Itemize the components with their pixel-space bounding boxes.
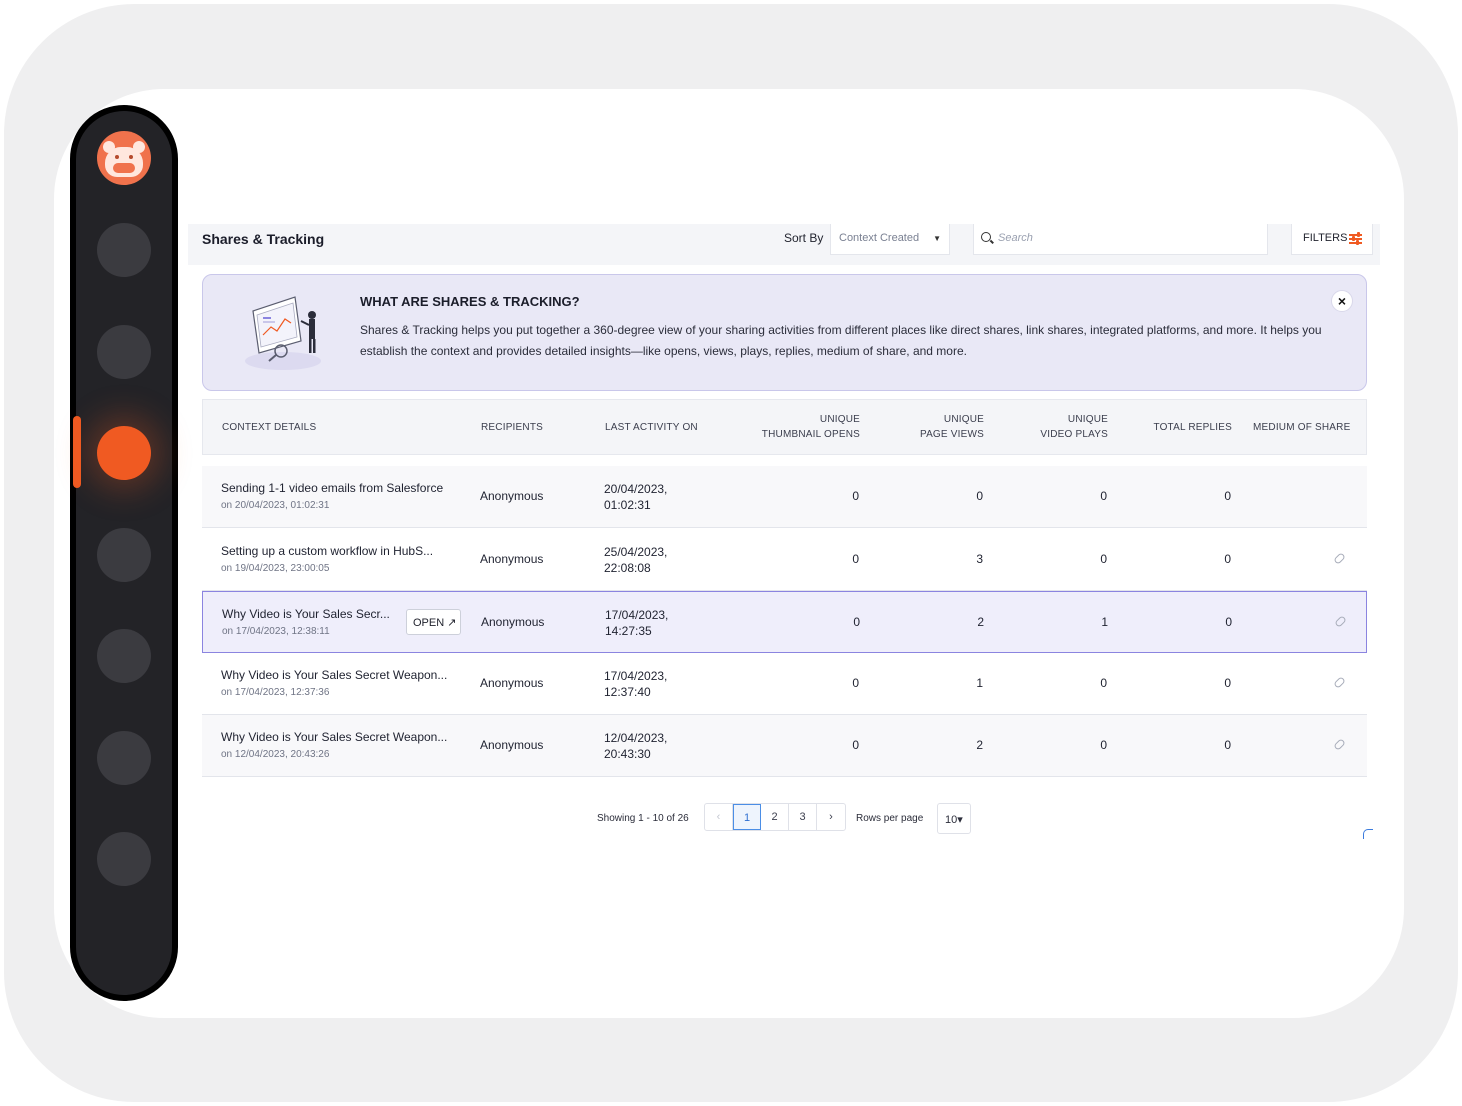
thumbnail-opens: 0	[852, 738, 859, 752]
page-views: 3	[976, 552, 983, 566]
link-icon	[1333, 738, 1346, 751]
loading-spinner-icon	[1363, 829, 1373, 839]
sidebar-item-4[interactable]	[97, 528, 151, 582]
recipient: Anonymous	[480, 489, 544, 503]
col-total-replies[interactable]: TOTAL REPLIES	[1153, 422, 1232, 433]
table-row[interactable]	[202, 529, 1367, 591]
last-activity-time: 01:02:31	[604, 498, 651, 512]
last-activity-date: 17/04/2023,	[605, 608, 669, 622]
table-header	[202, 399, 1367, 455]
sort-label: Sort By	[784, 231, 824, 245]
last-activity	[604, 544, 667, 576]
col-video-plays-line1: UNIQUE	[1067, 414, 1108, 425]
link-icon	[1333, 552, 1346, 565]
video-plays: 0	[1100, 489, 1107, 503]
filter-sliders-icon	[1349, 233, 1362, 244]
toolbar	[188, 224, 1380, 265]
page-views: 2	[976, 738, 983, 752]
search-icon	[981, 232, 991, 242]
recipient: Anonymous	[480, 552, 544, 566]
open-button[interactable]: OPEN ↗	[406, 609, 461, 635]
table-row[interactable]	[202, 466, 1367, 528]
col-page-views-line2: PAGE VIEWS	[919, 429, 984, 440]
total-replies: 0	[1224, 489, 1231, 503]
analytics-illustration	[243, 291, 327, 373]
shares-table	[202, 399, 1367, 778]
last-activity-date: 12/04/2023,	[604, 731, 668, 745]
last-activity-time: 12:37:40	[604, 685, 651, 699]
page-button-3[interactable]: 3	[789, 804, 817, 830]
search-input[interactable]	[973, 224, 1268, 255]
table-row[interactable]	[202, 591, 1367, 653]
context-title: Why Video is Your Sales Secret Weapon...	[221, 668, 448, 682]
next-page-button[interactable]: ›	[829, 811, 833, 823]
last-activity	[605, 607, 668, 639]
col-video-plays[interactable]	[1008, 412, 1108, 442]
recipient: Anonymous	[480, 676, 544, 690]
thumbnail-opens: 0	[852, 676, 859, 690]
col-thumbnail-opens[interactable]	[739, 412, 860, 442]
rows-per-page-label: Rows per page	[856, 813, 924, 824]
page-title: Shares & Tracking	[202, 231, 325, 247]
context-title: Why Video is Your Sales Secr...	[222, 607, 390, 621]
col-thumbnail-opens-line1: UNIQUE	[819, 414, 860, 425]
filters-button[interactable]	[1291, 224, 1373, 255]
last-activity-time: 14:27:35	[605, 624, 652, 638]
page-views: 2	[977, 615, 984, 629]
col-thumbnail-opens-line2: THUMBNAIL OPENS	[761, 429, 860, 440]
pagination-summary: Showing 1 - 10 of 26	[597, 813, 689, 824]
total-replies: 0	[1224, 738, 1231, 752]
total-replies: 0	[1225, 615, 1232, 629]
table-row[interactable]	[202, 653, 1367, 715]
last-activity	[604, 668, 667, 700]
pagination	[704, 803, 846, 831]
recipient: Anonymous	[481, 615, 545, 629]
video-plays: 1	[1101, 615, 1108, 629]
last-activity-date: 20/04/2023,	[604, 482, 668, 496]
col-page-views[interactable]	[884, 412, 984, 442]
page-button-1[interactable]: 1	[733, 804, 761, 830]
last-activity-time: 22:08:08	[604, 561, 651, 575]
thumbnail-opens: 0	[852, 552, 859, 566]
col-context-details[interactable]: CONTEXT DETAILS	[222, 422, 317, 433]
context-date: on 17/04/2023, 12:37:36	[221, 687, 330, 698]
col-medium-of-share[interactable]: MEDIUM OF SHARE	[1253, 422, 1351, 433]
total-replies: 0	[1224, 676, 1231, 690]
link-icon	[1333, 676, 1346, 689]
sort-dropdown[interactable]	[830, 224, 950, 255]
close-icon[interactable]: ×	[1331, 290, 1353, 312]
search-placeholder: Search	[998, 232, 1033, 244]
last-activity	[604, 481, 667, 513]
prev-page-button[interactable]: ‹	[705, 804, 733, 830]
video-plays: 0	[1100, 738, 1107, 752]
context-date: on 19/04/2023, 23:00:05	[221, 563, 330, 574]
sidebar-item-6[interactable]	[97, 731, 151, 785]
sidebar-item-5[interactable]	[97, 629, 151, 683]
context-title: Why Video is Your Sales Secret Weapon...	[221, 730, 448, 744]
info-banner	[202, 274, 1367, 391]
last-activity-date: 25/04/2023,	[604, 545, 668, 559]
page-views: 0	[976, 489, 983, 503]
banner-description: Shares & Tracking helps you put together a 360-degree view of your sharing activities from different places like direct shares, link shares, integrated platforms, and more. It helps you establish the context and provides detailed insights—like opens, views, plays, replies, medium of share, and more.	[360, 323, 1322, 358]
col-last-activity[interactable]: LAST ACTIVITY ON	[605, 422, 698, 433]
context-date: on 20/04/2023, 01:02:31	[221, 500, 330, 511]
video-plays: 0	[1100, 552, 1107, 566]
link-icon	[1334, 615, 1347, 628]
thumbnail-opens: 0	[852, 489, 859, 503]
last-activity-date: 17/04/2023,	[604, 669, 668, 683]
caret-down-icon: ▼	[933, 234, 941, 243]
sort-value: Context Created	[839, 232, 920, 244]
context-date: on 12/04/2023, 20:43:26	[221, 749, 330, 760]
last-activity	[604, 730, 667, 762]
app-logo[interactable]	[97, 131, 151, 185]
active-indicator	[73, 416, 81, 488]
thumbnail-opens: 0	[853, 615, 860, 629]
page-views: 1	[976, 676, 983, 690]
col-video-plays-line2: VIDEO PLAYS	[1040, 429, 1108, 440]
sidebar-item-2[interactable]	[97, 325, 151, 379]
rows-per-page-select[interactable]: 10▾	[937, 803, 971, 834]
context-title: Sending 1-1 video emails from Salesforce	[221, 481, 444, 495]
col-recipients[interactable]: RECIPIENTS	[481, 422, 544, 433]
page-button-2[interactable]: 2	[761, 804, 789, 830]
col-page-views-line1: UNIQUE	[943, 414, 984, 425]
recipient: Anonymous	[480, 738, 544, 752]
sidebar-item-shares-tracking[interactable]	[97, 426, 151, 480]
total-replies: 0	[1224, 552, 1231, 566]
sidebar-item-7[interactable]	[97, 832, 151, 886]
last-activity-time: 20:43:30	[604, 747, 651, 761]
sidebar-item-1[interactable]	[97, 223, 151, 277]
filters-label: FILTERS	[1303, 232, 1348, 244]
context-title: Setting up a custom workflow in HubS...	[221, 544, 434, 558]
table-row[interactable]	[202, 715, 1367, 777]
context-date: on 17/04/2023, 12:38:11	[222, 626, 330, 637]
banner-title: WHAT ARE SHARES & TRACKING?	[360, 294, 580, 309]
video-plays: 0	[1100, 676, 1107, 690]
